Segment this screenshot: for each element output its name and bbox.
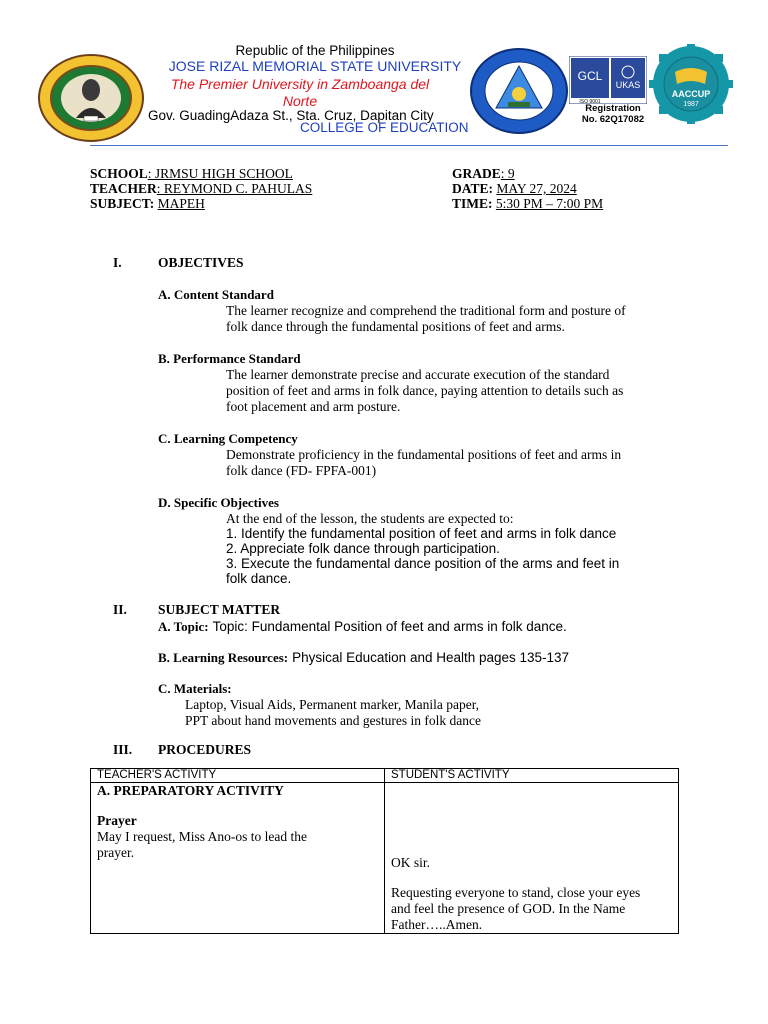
subject-label: SUBJECT: [90, 196, 155, 211]
school-line [90, 166, 293, 181]
grade-line [452, 166, 515, 181]
registration-number [578, 103, 648, 125]
jrmsu-seal [38, 54, 144, 142]
date-label: DATE [452, 181, 489, 196]
teacher-activity-header: TEACHER'S ACTIVITY [91, 769, 385, 783]
resources-value: Physical Education and Health pages 135-137 [292, 650, 570, 665]
tagline-line1: The Premier University in Zamboanga del [170, 76, 430, 92]
table-row [91, 783, 679, 934]
tagline-line2: Norte [282, 93, 318, 109]
date-value: MAY 27, 2024 [496, 181, 577, 196]
content-standard-line2: folk dance through the fundamental positions of feet and arms. [226, 319, 565, 334]
topic-line [158, 618, 567, 636]
subject-matter-number: II. [113, 602, 127, 617]
content-standard-label: A. Content Standard [158, 287, 274, 302]
date-line [452, 181, 577, 196]
student-line2: Requesting everyone to stand, close your eyes [391, 885, 641, 900]
specific-objective-1: 1. Identify the fundamental position of feet and arms in folk dance [226, 526, 617, 541]
content-standard-text [226, 303, 686, 335]
aaccup-logo [645, 44, 737, 124]
svg-text:AACCUP: AACCUP [671, 89, 711, 99]
procedures-number: III. [113, 742, 133, 757]
svg-text:GCL: GCL [577, 69, 603, 83]
resources-label: B. Learning Resources: [158, 650, 289, 665]
time-colon: : [488, 196, 493, 211]
header-divider [90, 145, 728, 146]
school-label: SCHOOL [90, 166, 148, 181]
subject-value: MAPEH [157, 196, 205, 211]
learning-competency-line2: folk dance (FD- FPFA-001) [226, 463, 377, 478]
registration-label: Registration [585, 103, 641, 114]
registration-value: No. 62Q17082 [581, 114, 645, 125]
student-line1: OK sir. [391, 855, 431, 870]
student-activity-header: STUDENT'S ACTIVITY [385, 769, 679, 783]
grade-value: : 9 [500, 166, 515, 181]
time-label: TIME [452, 196, 489, 211]
student-line3: and feel the presence of GOD. In the Name [391, 901, 626, 916]
svg-text:ISO 9001: ISO 9001 [579, 99, 601, 104]
resources-line [158, 649, 569, 667]
preparatory-activity-heading: A. PREPARATORY ACTIVITY [97, 783, 284, 798]
date-colon: : [488, 181, 494, 196]
performance-standard-text [226, 367, 686, 415]
materials-text [185, 697, 605, 729]
topic-value: Topic: Fundamental Position of feet and arms in folk dance. [212, 619, 567, 634]
time-value: 5:30 PM – 7:00 PM [495, 196, 604, 211]
prayer-heading: Prayer [97, 813, 137, 828]
time-line [452, 196, 603, 211]
materials-label: C. Materials: [158, 681, 232, 696]
teacher-line1: May I request, Miss Ano-os to lead the [97, 829, 307, 844]
materials-line2: PPT about hand movements and gestures in folk dance [185, 713, 481, 728]
university-address: Gov. GuadingAdaza St., Sta. Cruz, Dapitan City [148, 108, 434, 123]
topic-label: A. Topic: [158, 619, 209, 634]
subject-line [90, 196, 205, 211]
teacher-line [90, 181, 312, 196]
performance-standard-label: B. Performance Standard [158, 351, 301, 366]
specific-objective-2: 2. Appreciate folk dance through participation. [226, 541, 500, 556]
learning-competency-line1: Demonstrate proficiency in the fundamental positions of feet and arms in [226, 447, 622, 462]
svg-text:1987: 1987 [683, 101, 699, 108]
specific-objective-3: 3. Execute the fundamental dance position of the arms and feet in [226, 556, 620, 571]
college-name: COLLEGE OF EDUCATION [300, 120, 469, 135]
republic-line: Republic of the Philippines [235, 43, 395, 58]
teacher-value: : REYMOND C. PAHULAS [156, 181, 313, 196]
table-header-row [91, 769, 679, 783]
specific-objectives-intro: At the end of the lesson, the students are expected to: [226, 511, 514, 526]
procedures-table [90, 768, 679, 934]
specific-objectives-label: D. Specific Objectives [158, 495, 279, 510]
specific-objectives-list [226, 526, 686, 586]
student-activity-cell [385, 783, 679, 934]
university-name: JOSE RIZAL MEMORIAL STATE UNIVERSITY [168, 58, 462, 74]
learning-competency-label: C. Learning Competency [158, 431, 298, 446]
objectives-number: I. [113, 255, 122, 270]
performance-standard-line2: position of feet and arms in folk dance, paying attention to details such as [226, 383, 624, 398]
student-line4: Father…..Amen. [391, 917, 483, 932]
svg-text:UKAS: UKAS [615, 80, 641, 90]
grade-label: GRADE [452, 166, 501, 181]
learning-competency-text [226, 447, 686, 479]
university-tagline [150, 76, 450, 110]
content-standard-line1: The learner recognize and comprehend the traditional form and posture of [226, 303, 626, 318]
school-value: : JRMSU HIGH SCHOOL [147, 166, 293, 181]
performance-standard-line1: The learner demonstrate precise and accurate execution of the standard [226, 367, 610, 382]
subject-matter-title: SUBJECT MATTER [158, 602, 281, 617]
teacher-label: TEACHER [90, 181, 157, 196]
specific-objective-3-cont: folk dance. [226, 571, 292, 586]
performance-standard-line3: foot placement and arm posture. [226, 399, 401, 414]
gcl-ukas-badge [569, 56, 647, 104]
teacher-line2: prayer. [97, 845, 135, 860]
objectives-title: OBJECTIVES [158, 255, 244, 270]
coe-seal [470, 48, 568, 134]
teacher-activity-cell [91, 783, 385, 934]
procedures-title: PROCEDURES [158, 742, 252, 757]
materials-line1: Laptop, Visual Aids, Permanent marker, Manila paper, [185, 697, 480, 712]
